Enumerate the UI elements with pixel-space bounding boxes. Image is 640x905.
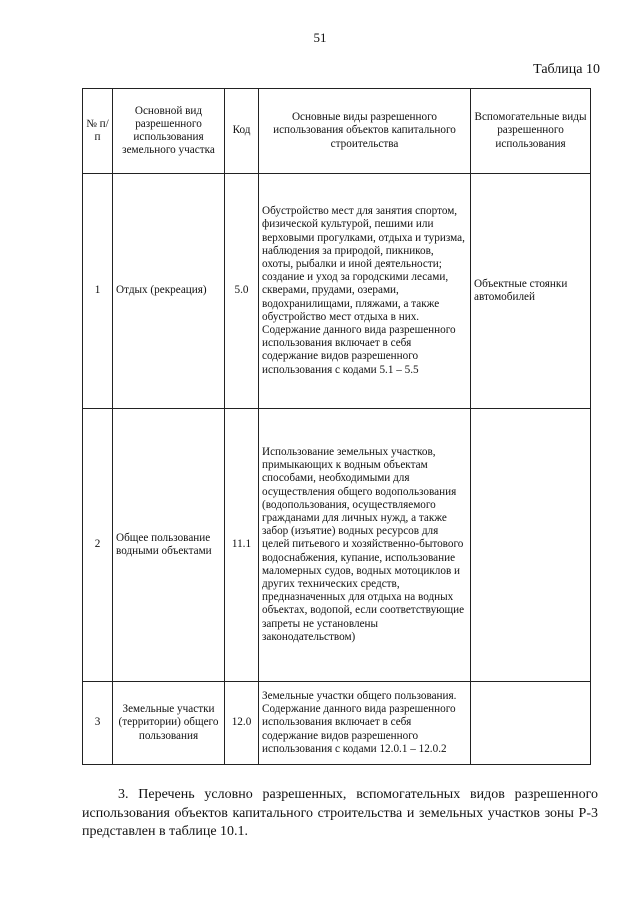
permitted-use-table [82,88,591,765]
row-num: 2 [83,409,113,682]
header-code: Код [225,89,259,174]
table-row [83,409,591,682]
header-main-uses: Основные виды разрешенного использования объектов капитального строительства [259,89,471,174]
body-paragraph: 3. Перечень условно разрешенных, вспомогательных видов разрешенного использования объектов капитального строительства и земельных участков зоны Р-3 представлен в таблице 10.1. [82,787,598,839]
row-main-uses: Обустройство мест для занятия спортом, физической культурой, пешими или верховыми прогулками, отдыха и туризма, наблюдения за природой, пикников, охоты, рыбалки и иной деятельности; создание и уход за городскими лесами, скверами, прудами, озерами, водохранилищами, пляжами, а также обустройство мест отдыха в них. Содержание данного вида разрешенного использования включает в себя содержание видов разрешенного использования с кодами 5.1 – 5.5 [259,174,471,409]
row-use-name: Земельные участки (территории) общего пользования [113,682,225,765]
header-num: № п/п [83,89,113,174]
row-aux-uses: Объектные стоянки автомобилей [471,174,591,409]
row-use-name: Отдых (рекреация) [113,174,225,409]
header-main-type: Основной вид разрешенного использования земельного участка [113,89,225,174]
row-num: 3 [83,682,113,765]
row-code: 12.0 [225,682,259,765]
row-aux-uses [471,682,591,765]
row-main-uses: Земельные участки общего пользования. Содержание данного вида разрешенного использования включает в себя содержание видов разрешенного использования с кодами 12.0.1 – 12.0.2 [259,682,471,765]
header-aux-uses: Вспомогательные виды разрешенного использования [471,89,591,174]
row-num: 1 [83,174,113,409]
row-aux-uses [471,409,591,682]
row-use-name: Общее пользование водными объектами [113,409,225,682]
row-code: 5.0 [225,174,259,409]
table-row [83,174,591,409]
table-caption: Таблица 10 [533,62,600,77]
page-number: 51 [313,30,327,45]
row-code: 11.1 [225,409,259,682]
table-header-row [83,89,591,174]
row-main-uses: Использование земельных участков, примыкающих к водным объектам способами, необходимыми для осуществления общего водопользования (водопользования, осуществляемого гражданами для личных нужд, а также забор (изъятие) водных ресурсов для целей питьевого и хозяйственно-бытового водоснабжения, купание, использование маломерных судов, водных мотоциклов и других технических средств, предназначенных для отдыха на водных объектах, водопой, если соответствующие запреты не установлены законодательством) [259,409,471,682]
table-row [83,682,591,765]
